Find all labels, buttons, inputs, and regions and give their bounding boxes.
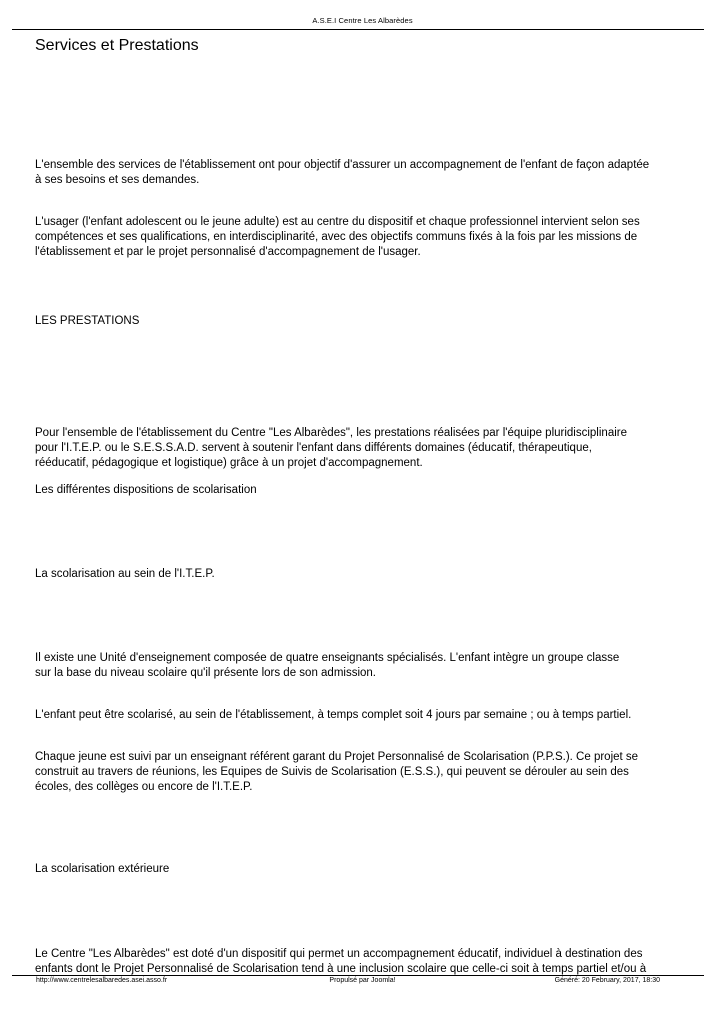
paragraph-prestations: Pour l'ensemble de l'établissement du Centre "Les Albarèdes", les prestations réalisées par l'équipe pluridisciplinaire pour l'I.T.E.P. ou le S.E.S.S.A.D. servent à soutenir l'enfant dans différents domaines (éducatif, thérapeutique, rééducatif, pédagogique et logistique) grâce à un projet d'accompagnement. bbox=[35, 427, 627, 469]
footer-generated-date: Généré: 20 February, 2017, 18:30 bbox=[554, 977, 660, 984]
heading-scolarisation-exterieure: La scolarisation extérieure bbox=[35, 863, 170, 875]
paragraph-unite-enseignement: Il existe une Unité d'enseignement composée de quatre enseignants spécialisés. L'enfant intègre un groupe classe sur la base du niveau scolaire qu'il présente lors de son admission. bbox=[35, 652, 620, 679]
heading-dispositions: Les différentes dispositions de scolarisation bbox=[35, 484, 257, 496]
heading-scolarisation-itep: La scolarisation au sein de l'I.T.E.P. bbox=[35, 568, 215, 580]
paragraph-enseignant-referent: Chaque jeune est suivi par un enseignant référent garant du Projet Personnalisé de Scolarisation (P.P.S.). Ce projet se construit au travers de réunions, les Equipes de Suivis de Scolarisation (E.S.S.), qui peuvent se dérouler au sein des écoles, des collèges ou encore de l'I.T.E.P. bbox=[35, 751, 639, 793]
footer-powered-by: Propulsé par Joomla! bbox=[329, 977, 396, 984]
paragraph-temps-scolarisation: L'enfant peut être scolarisé, au sein de l'établissement, à temps complet soit 4 jours par semaine ; ou à temps partiel. bbox=[35, 709, 632, 721]
header-divider bbox=[12, 29, 704, 30]
heading-prestations: LES PRESTATIONS bbox=[35, 315, 140, 327]
paragraph-usager: L'usager (l'enfant adolescent ou le jeune adulte) est au centre du dispositif et chaque professionnel intervient selon ses compétences et ses qualifications, en interdisciplinarité, avec des objectifs communs fixés à la fois par les missions de l'établissement et par le projet personnalisé d'accompagnement de l'usager. bbox=[35, 216, 640, 258]
footer-url: http://www.centrelesalbaredes.asei.asso.fr bbox=[36, 977, 168, 984]
paragraph-dispositif: Le Centre "Les Albarèdes" est doté d'un dispositif qui permet un accompagnement éducatif, individuel à destination des enfants dont le Projet Personnalisé de Scolarisation tend à une inclusion scolaire que celle-ci soit à temps partiel et/ou à bbox=[35, 948, 647, 975]
paragraph-intro: L'ensemble des services de l'établissement ont pour objectif d'assurer un accompagnement de l'enfant de façon adaptée à ses besoins et ses demandes. bbox=[35, 159, 650, 186]
page-title: Services et Prestations bbox=[35, 37, 199, 54]
site-header: A.S.E.I Centre Les Albarèdes bbox=[312, 16, 413, 25]
footer-divider bbox=[12, 975, 704, 976]
